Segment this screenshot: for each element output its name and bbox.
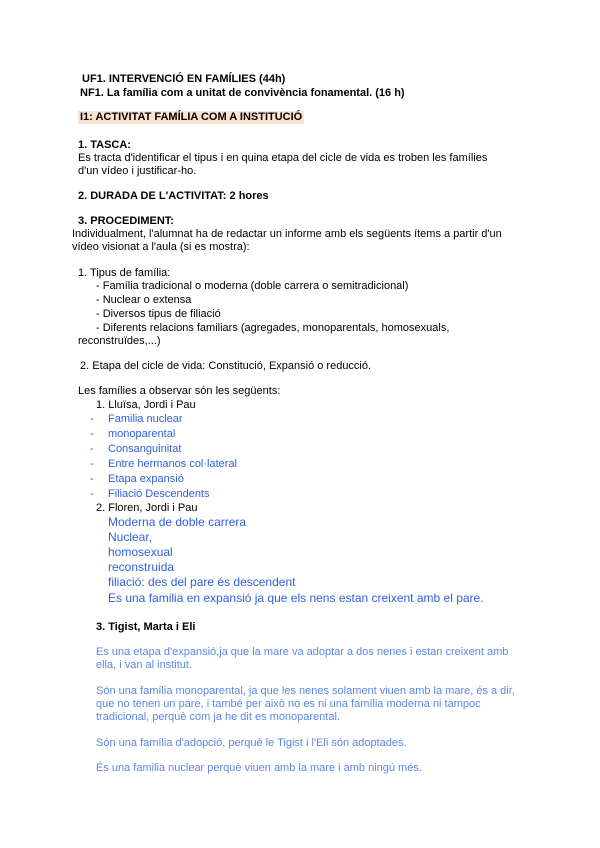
procediment-line-2: vídeo visionat a l'aula (si es mostra): bbox=[72, 241, 250, 253]
family-1-answer: Entre hermanos col·lateral bbox=[108, 458, 238, 470]
family-1-answer: Familia nuclear bbox=[108, 413, 183, 425]
tasca-heading: 1. TASCA: bbox=[78, 139, 131, 151]
tasca-line-2: d'un vídeo i justificar-ho. bbox=[78, 165, 197, 177]
module-title: NF1. La família com a unitat de convivència fonamental. (16 h) bbox=[80, 87, 405, 99]
family-1-title: 1. Lluïsa, Jordi i Pau bbox=[96, 399, 196, 411]
family-2-answer: reconstruida bbox=[108, 560, 175, 574]
list-bullet: - bbox=[90, 473, 94, 485]
list-bullet: - bbox=[90, 488, 94, 500]
family-3-paragraph-2: Són una família monoparental, ja que les nenes solament viuen amb la mare, és a dir, bbox=[96, 685, 515, 697]
family-2-answer: Es una familia en expansió ja que els nens estan creixent amb el pare. bbox=[108, 591, 484, 605]
tipus-item-continuation: reconstruïdes,...) bbox=[78, 335, 161, 347]
list-bullet: - bbox=[90, 413, 94, 425]
durada-heading: 2. DURADA DE L'ACTIVITAT: 2 hores bbox=[78, 190, 269, 202]
family-1-answer: Filiació Descendents bbox=[108, 488, 210, 500]
family-3-paragraph-2: tradicional, perquè com ja he dit es monoparental. bbox=[96, 711, 340, 723]
family-1-answer: Consanguinitat bbox=[108, 443, 182, 455]
tipus-heading: 1. Tipus de família: bbox=[78, 267, 171, 279]
family-1-answer: Etapa expansió bbox=[108, 473, 184, 485]
family-3-title: 3. Tigist, Marta i Eli bbox=[96, 621, 196, 633]
family-3-paragraph-3: Són una família d'adopció, perquè le Tigist i l'Eli són adoptades. bbox=[96, 737, 407, 749]
family-2-answer: Moderna de doble carrera bbox=[108, 515, 247, 529]
family-3-paragraph-1: ella, i van al institut. bbox=[96, 659, 192, 671]
unit-title: UF1. INTERVENCIÓ EN FAMÍLIES (44h) bbox=[82, 73, 286, 85]
procediment-heading: 3. PROCEDIMENT: bbox=[78, 215, 174, 227]
etapa-item: 2. Etapa del cicle de vida: Constitució, Expansió o reducció. bbox=[80, 360, 372, 372]
family-2-title: 2. Floren, Jordi i Pau bbox=[96, 502, 198, 514]
tipus-item: - Nuclear o extensa bbox=[96, 294, 192, 306]
list-bullet: - bbox=[90, 428, 94, 440]
activity-title: I1: ACTIVITAT FAMÍLIA COM A INSTITUCIÓ bbox=[80, 111, 303, 123]
family-3-paragraph-2: que no tenen un pare, i també per això no es ni una família moderna ni tampoc bbox=[96, 698, 481, 710]
families-intro: Les famílies a observar són les següents: bbox=[78, 385, 281, 397]
family-3-paragraph-1: Es una etapa d'expansió,ja que la mare va adoptar a dos nenes i estan creixent amb bbox=[96, 646, 509, 658]
family-2-answer: homosexual bbox=[108, 545, 173, 559]
tasca-line-1: Es tracta d'identificar el tipus i en quina etapa del cicle de vida es troben les famílies bbox=[78, 152, 488, 164]
list-bullet: - bbox=[90, 458, 94, 470]
tipus-item: - Diversos tipus de filiació bbox=[96, 308, 221, 320]
family-2-answer: Nuclear, bbox=[108, 530, 153, 544]
tipus-item: - Família tradicional o moderna (doble carrera o semitradicional) bbox=[96, 280, 409, 292]
procediment-line-1: Individualment, l'alumnat ha de redactar un informe amb els següents ítems a partir d'un bbox=[72, 228, 502, 240]
family-3-paragraph-4: És una familia nuclear perquè viuen amb la mare i amb ningú més. bbox=[96, 762, 422, 774]
family-2-answer: filiació: des del pare és descendent bbox=[108, 575, 296, 589]
tipus-item: - Diferents relacions familiars (agregades, monoparentals, homosexuals, bbox=[96, 322, 450, 334]
family-1-answer: monoparental bbox=[108, 428, 176, 440]
list-bullet: - bbox=[90, 443, 94, 455]
